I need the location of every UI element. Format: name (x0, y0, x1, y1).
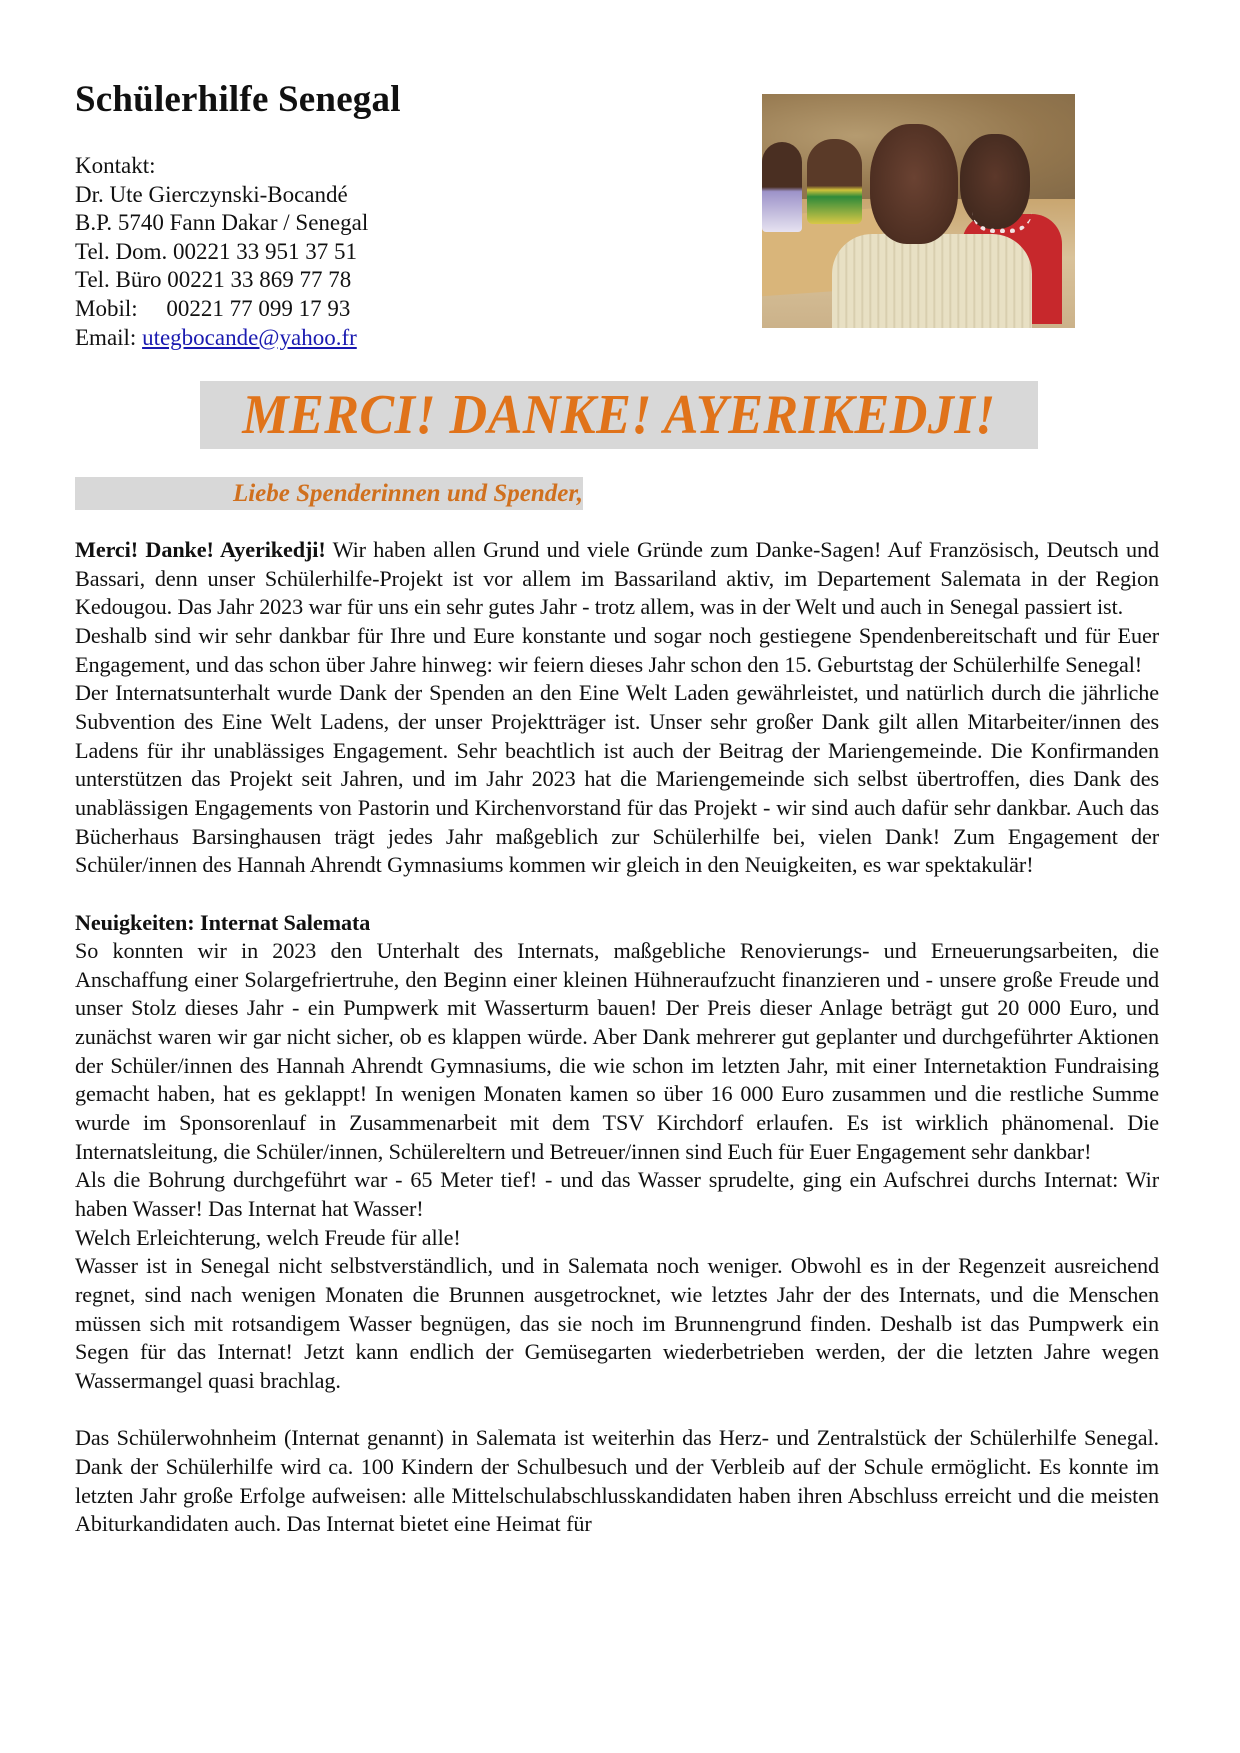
email-label: Email: (75, 324, 143, 350)
contact-block (75, 152, 368, 352)
letter-body (75, 536, 1159, 1539)
news-heading: Neuigkeiten: Internat Salemata (75, 909, 371, 935)
children-photo (762, 94, 1075, 328)
paragraph: Deshalb sind wir sehr dankbar für Ihre und Eure konstante und sogar noch gestiegene Spendenbereitschaft und für Euer Engagement, und das schon über Jahre hinweg: wir feiern dieses Jahr schon den 15. Geburtstag der Schülerhilfe Senegal! (75, 622, 1159, 677)
photo-child-face (870, 124, 958, 244)
salutation-text: Liebe Spenderinnen und Spender, (232, 480, 583, 507)
intro-bold: Merci! Danke! Ayerikedji! (75, 537, 326, 562)
paragraph-gap (75, 1396, 1159, 1425)
paragraph-gap (75, 880, 1159, 909)
contact-name: Dr. Ute Gierczynski-Bocandé (75, 181, 348, 207)
contact-tel-dom: Tel. Dom. 00221 33 951 37 51 (75, 238, 358, 264)
email-link[interactable]: utegbocande@yahoo.fr (142, 324, 357, 350)
paragraph: Wasser ist in Senegal nicht selbstverständlich, und in Salemata noch weniger. Obwohl es in der Regenzeit ausreichend regnet, sind nach wenigen Monaten die Brunnen ausgetrocknet, wie letztes Jahr der des Internats, und die Menschen müssen sich mit rotsandigem Wasser begnügen, das sie noch im Brunnengrund finden. Deshalb ist das Pumpwerk ein Segen für das Internat! Jetzt kann endlich der Gemüsegarten wiederbetrieben werden, der die letzten Jahre wegen Wassermangel quasi brachlag. (75, 1253, 1159, 1394)
salutation-bar (75, 477, 583, 510)
paragraph: Das Schülerwohnheim (Internat genannt) in Salemata ist weiterhin das Herz- und Zentralstück der Schülerhilfe Senegal. Dank der Schülerhilfe wird ca. 100 Kindern der Schulbesuch und der Verbleib auf der Schule ermöglicht. Es konnte im letzten Jahr große Erfolge aufweisen: alle Mittelschulabschlusskandidaten haben ihren Abschluss erreicht und die meisten Abiturkandidaten auch. Das Internat bietet eine Heimat für (75, 1425, 1159, 1537)
photo-child (807, 139, 862, 224)
page-title: Schülerhilfe Senegal (75, 79, 401, 120)
contact-mobil: Mobil: 00221 77 099 17 93 (75, 295, 351, 321)
contact-address: B.P. 5740 Fann Dakar / Senegal (75, 210, 369, 236)
paragraph-intro (75, 536, 1159, 622)
banner-text: MERCI! DANKE! AYERIKEDJI! (242, 384, 996, 446)
paragraph: Der Internatsunterhalt wurde Dank der Spenden an den Eine Welt Laden gewährleistet, und natürlich durch die jährliche Subvention des Eine Welt Ladens, der unser Projektträger ist. Unser sehr großer Dank gilt allen Mitarbeiter/innen des Ladens für ihr unablässiges Engagement. Sehr beachtlich ist auch der Beitrag der Mariengemeinde. Die Konfirmanden unterstützen das Projekt seit Jahren, und im Jahr 2023 hat die Mariengemeinde sich selbst übertroffen, dies Dank des unablässigen Engagements von Pastorin und Kirchenvorstand für das Projekt - wir sind auch dafür sehr dankbar. Auch das Bücherhaus Barsinghausen trägt jedes Jahr maßgeblich zur Schülerhilfe bei, vielen Dank! Zum Engagement der Schüler/innen des Hannah Ahrendt Gymnasiums kommen wir gleich in den Neuigkeiten, es war spektakulär! (75, 680, 1159, 878)
paragraph: So konnten wir in 2023 den Unterhalt des Internats, maßgebliche Renovierungs- und Erneuerungsarbeiten, die Anschaffung einer Solargefriertruhe, den Beginn einer kleinen Hühneraufzucht finanzieren und - unsere große Freude und unser Stolz dieses Jahr - ein Pumpwerk mit Wasserturm bauen! Der Preis dieser Anlage beträgt gut 20 000 Euro, und zunächst waren wir gar nicht sicher, ob es klappen würde. Aber Dank mehrerer gut geplanter und durchgeführter Aktionen der Schüler/innen des Hannah Ahrendt Gymnasiums, die wie schon im letzten Jahr, mit einer Internetaktion Fundraising gemacht haben, hat es geklappt! In wenigen Monaten kamen so über 16 000 Euro zusammen und die restliche Summe wurde im Sponsorenlauf in Zusammenarbeit mit dem TSV Kirchdorf erlaufen. Es ist wirklich phänomenal. Die Internatsleitung, die Schüler/innen, Schülereltern und Betreuer/innen sind Euch für Euer Engagement sehr dankbar! (75, 938, 1159, 1164)
contact-email-row (75, 324, 368, 353)
photo-child-sweater (832, 234, 1032, 328)
paragraph: Welch Erleichterung, welch Freude für alle! (75, 1224, 461, 1250)
thank-you-banner (200, 381, 1038, 449)
intro-rest: Wir haben allen Grund und viele Gründe zum Danke-Sagen! Auf Französisch, Deutsch und Bassari, denn unser Schülerhilfe-Projekt ist vor allem im Bassariland aktiv, im Departement Salemata in der Region Kedougou. Das Jahr 2023 war für uns ein sehr gutes Jahr - trotz allem, was in der Welt und auch in Senegal passiert ist. (75, 537, 1159, 620)
contact-tel-buero: Tel. Büro 00221 33 869 77 78 (75, 267, 352, 293)
paragraph: Als die Bohrung durchgeführt war - 65 Meter tief! - und das Wasser sprudelte, ging ein Aufschrei durchs Internat: Wir haben Wasser! Das Internat hat Wasser! (75, 1167, 1159, 1222)
contact-label: Kontakt: (75, 153, 156, 178)
photo-child (762, 142, 802, 232)
